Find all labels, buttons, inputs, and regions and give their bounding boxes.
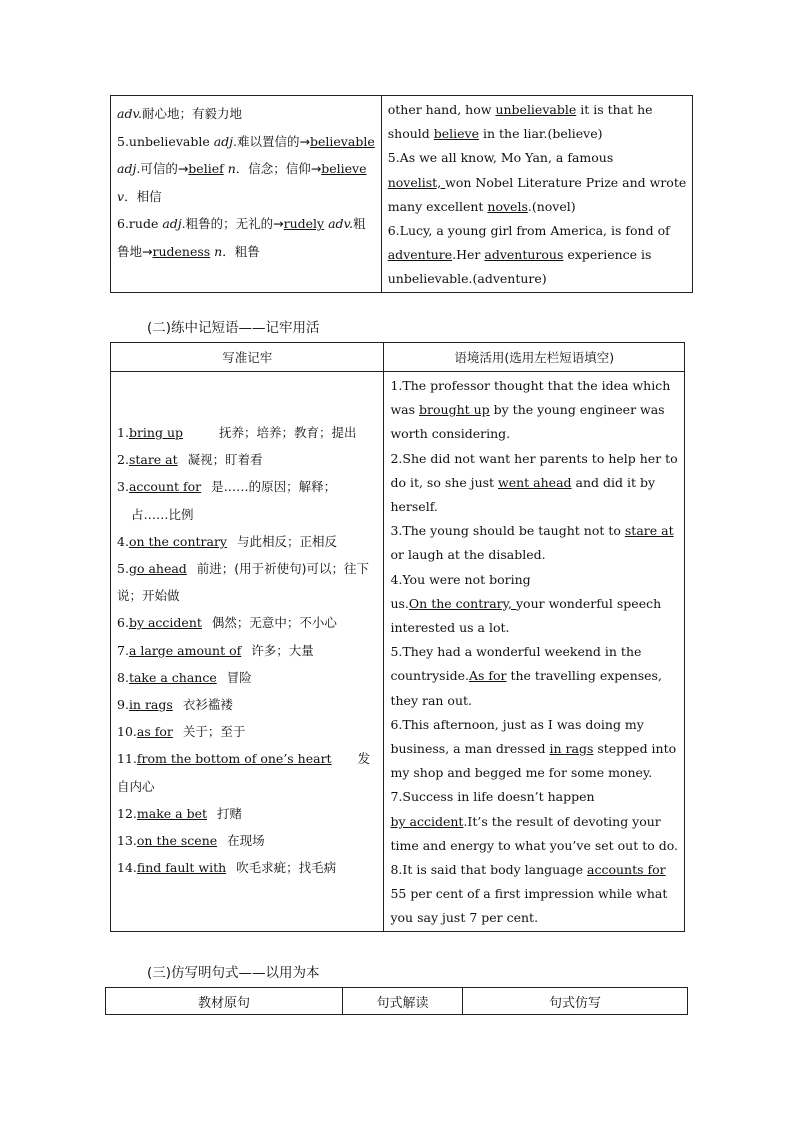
usage-line: 8.It is said that body language accounts for [390, 862, 666, 878]
usage-line: 1.The professor thought that the idea which [390, 378, 671, 393]
vocab-table [110, 95, 693, 293]
phrase-item [117, 718, 370, 745]
phrase-meaning: 说；开始做 [117, 588, 180, 604]
answer-text: As for [468, 668, 507, 684]
phrase-number: 10. [117, 724, 137, 740]
header-original: 教材原句 [106, 988, 343, 1015]
phrase-meaning: 是……的原因；解释； [211, 479, 337, 495]
phrase-meaning: 许多；大量 [251, 642, 314, 658]
phrase-meaning: 抚养；培养；教育；提出 [219, 425, 357, 440]
answer-text: stare at [624, 523, 674, 539]
usage-line: 7.Success in life doesn’t happen [390, 789, 595, 805]
phrase-item [117, 501, 370, 528]
phrase-item [117, 582, 370, 609]
phrase-number: 12. [117, 805, 137, 821]
example-line: 5.As we all know, Mo Yan, a famous [387, 150, 614, 166]
phrase-meaning: 前进；(用于祈使句)可以；往下 [196, 561, 370, 577]
phrase-number: 14. [117, 860, 137, 876]
answer-text: in rags [549, 741, 594, 757]
phrase-text: go ahead [128, 561, 187, 577]
phrase-text: account for [128, 479, 202, 495]
usage-line: 5.They had a wonderful weekend in the [390, 644, 642, 660]
phrase-item [117, 854, 370, 881]
usage-line: by accident.It’s the result of devoting your [390, 813, 661, 829]
phrase-number: 5. [117, 561, 129, 577]
phrase-meaning: 打赌 [217, 805, 243, 821]
phrase-text: in rags [128, 697, 173, 713]
word-line: adv.耐心地；有毅力地 [117, 106, 243, 121]
example-line: other hand, how unbelievable it is that he [387, 102, 653, 117]
phrase-meaning: 在现场 [227, 833, 265, 849]
section-title: (三)仿写明句式——以用为本 [147, 965, 320, 981]
phrase-table [110, 342, 685, 932]
usage-line: 3.The young should be taught not to stare at [390, 523, 674, 539]
answer-text: went ahead [498, 474, 572, 490]
phrase-number: 13. [117, 833, 137, 849]
phrase-item [117, 773, 370, 800]
phrase-meaning: 发 [357, 751, 371, 767]
phrase-list [117, 419, 370, 881]
usage-line: 4.You were not boring [390, 571, 531, 587]
phrase-text: make a bet [136, 805, 207, 821]
phrase-number: 8. [117, 669, 129, 685]
phrase-text: take a chance [128, 669, 217, 685]
phrase-number: 2. [117, 452, 129, 468]
phrase-item [117, 745, 370, 772]
phrase-meaning: 冒险 [226, 669, 252, 685]
usage-line: was brought up by the young engineer was [390, 402, 665, 418]
usage-line: worth considering. [390, 426, 511, 442]
phrase-number: 7. [117, 642, 129, 658]
phrase-item [117, 637, 370, 664]
usage-line: us.On the contrary, your wonderful speech [390, 595, 662, 611]
phrase-number: 4. [117, 533, 129, 549]
phrase-meaning: 自内心 [117, 778, 155, 794]
answer-text: On the contrary, [408, 595, 516, 611]
phrase-item [117, 691, 370, 718]
phrase-number: 3. [117, 479, 129, 495]
usage-line: herself. [390, 499, 438, 515]
phrase-text: stare at [128, 452, 178, 468]
header-imitation: 句式仿写 [463, 988, 688, 1015]
phrase-meaning: 吹毛求疵；找毛病 [236, 860, 337, 876]
phrase-item [117, 609, 370, 636]
example-line: adventure.Her adventurous experience is [387, 247, 652, 263]
phrase-text: a large amount of [128, 642, 242, 658]
phrase-meaning: 凝视；盯着看 [187, 452, 263, 468]
usage-line: 6.This afternoon, just as I was doing my [390, 716, 644, 732]
word-line: v．相信 [117, 188, 162, 204]
usage-line: 55 per cent of a first impression while what [390, 886, 668, 902]
phrase-item [117, 664, 370, 691]
word-line: adj.可信的→belief n．信念；信仰→believe [117, 161, 367, 176]
phrase-item [117, 446, 370, 473]
phrase-item [117, 419, 370, 446]
phrase-text: on the scene [136, 833, 218, 849]
example-line: should believe in the liar.(believe) [387, 126, 603, 142]
phrase-number: 1. [117, 425, 129, 440]
phrase-item [117, 528, 370, 555]
header-analysis: 句式解读 [343, 988, 463, 1015]
phrase-number: 11. [117, 751, 137, 767]
usage-line: countryside.As for the travelling expenses, [390, 668, 662, 684]
phrase-list-cell [111, 372, 384, 932]
phrase-number: 6. [117, 615, 129, 631]
answer-text: brought up [419, 402, 490, 418]
usage-line: 2.She did not want her parents to help her to [390, 450, 678, 466]
usage-line: my shop and begged me for some money. [390, 765, 653, 781]
example-line: 6.Lucy, a young girl from America, is fond of [387, 223, 670, 239]
usage-line: or laugh at the disabled. [390, 547, 546, 563]
phrase-meaning: 关于；至于 [182, 724, 246, 740]
header-left: 写准记牢 [111, 343, 384, 372]
phrase-meaning: 衣衫褴褛 [182, 697, 233, 713]
phrase-meaning: 占……比例 [131, 506, 194, 522]
usage-cell [384, 372, 685, 932]
answer-text: accounts for [587, 862, 666, 878]
phrase-number: 9. [117, 697, 129, 713]
example-cell [381, 96, 693, 293]
example-line: many excellent novels.(novel) [387, 198, 576, 214]
example-line: unbelievable.(adventure) [387, 271, 547, 287]
phrase-item [117, 800, 370, 827]
phrase-meaning: 偶然；无意中；不小心 [211, 615, 337, 631]
answer-text: by accident [390, 813, 464, 829]
phrase-item [117, 555, 370, 582]
usage-line: interested us a lot. [390, 620, 510, 636]
section-title: (二)练中记短语——记牢用活 [147, 320, 320, 336]
header-right: 语境活用(选用左栏短语填空) [384, 343, 685, 372]
phrase-text: bring up [128, 425, 183, 440]
sentence-table [105, 987, 688, 1015]
usage-line: business, a man dressed in rags stepped into [390, 741, 677, 757]
usage-line: do it, so she just went ahead and did it by [390, 474, 656, 490]
word-line: 6.rude adj.粗鲁的；无礼的→rudely adv.粗 [117, 216, 366, 231]
usage-line: time and energy to what you’ve set out to do. [390, 837, 678, 853]
usage-line: you say just 7 per cent. [390, 910, 539, 926]
word-line: 鲁地→rudeness n．粗鲁 [117, 243, 260, 259]
phrase-meaning: 与此相反；正相反 [237, 533, 338, 549]
word-family-cell [111, 96, 382, 293]
phrase-item [117, 473, 370, 500]
phrase-item [117, 827, 370, 854]
phrase-text: as for [136, 724, 173, 740]
phrase-text: by accident [128, 615, 202, 631]
usage-line: they ran out. [390, 692, 472, 708]
example-line: novelist, won Nobel Literature Prize and wrote [387, 174, 687, 190]
phrase-text: find fault with [136, 860, 227, 876]
word-line: 5.unbelievable adj.难以置信的→believable [117, 133, 375, 149]
phrase-text: on the contrary [128, 533, 227, 549]
phrase-text: from the bottom of one’s heart [136, 751, 332, 767]
